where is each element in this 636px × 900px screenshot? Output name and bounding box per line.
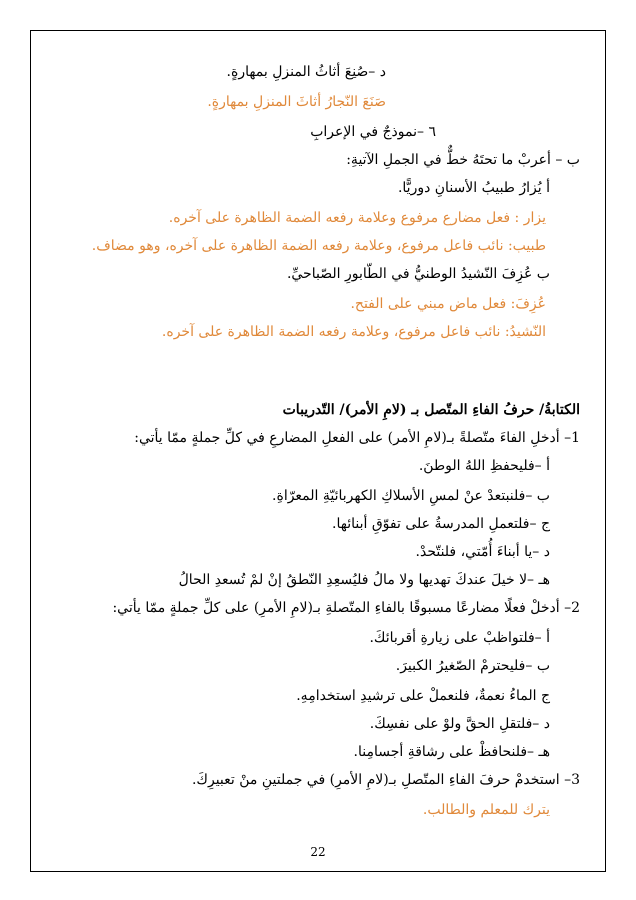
text-line: ب – أعربْ ما تحتَهُ خطٌّ في الجملِ الآتيةِ:: [346, 152, 580, 168]
text-line: يزار : فعل مضارع مرفوع وعلامة رفعه الضمة الظاهرة على آخره.: [168, 210, 546, 226]
text-line: هـ –لا خيلَ عندكَ تهديها ولا مالُ فليُسعِدِ النّطقُ إنْ لمْ تُسعدِ الحالُ: [178, 572, 550, 588]
text-line: د –صُنِعَ أثاثُ المنزلِ بمهارةٍ.: [226, 64, 386, 80]
text-line: 1– أدخلِ الفاءَ متّصلةً بـ(لامِ الأمر) على الفعلِ المضارعِ في كلِّ جملةٍ ممّا يأتي:: [134, 430, 580, 446]
page-number: 22: [310, 845, 326, 859]
text-line: 3– استخدمْ حرفَ الفاءِ المتّصلِ بـ(لامِ الأمرِ) في جملتينِ منْ تعبيرِكَ.: [191, 772, 580, 788]
text-line: صَنَعَ النّجارُ أثاثَ المنزلِ بمهارةٍ.: [207, 94, 386, 110]
text-line: ٦ –نموذجٌ في الإعرابِ: [310, 124, 436, 140]
text-line: طبيب: نائب فاعل مرفوع، وعلامة رفعه الضمة الظاهرة على آخره، وهو مضاف.: [91, 238, 546, 254]
text-line: 2– أدخلْ فعلًا مضارعًا مسبوقًا بالفاءِ المتّصلةِ بـ(لامِ الأمرِ) على كلِّ جملةٍ ممّا يأتي:: [112, 600, 580, 616]
text-line: الكتابةُ/ حرفُ الفاءِ المتّصل بـ (لامِ الأمر)/ التّدريبات: [282, 402, 580, 418]
text-line: ب –فلنبتعدْ عنْ لمسِ الأسلاكِ الكهربائيّةِ المعرّاةِ.: [272, 488, 550, 504]
text-line: ب –فليحترمْ الصّغيرُ الكبيرَ.: [395, 658, 550, 674]
text-line: هـ –فلنحافظْ على رشاقةِ أجسامِنا.: [353, 744, 550, 760]
text-line: أ –فليحفظِ اللهُ الوطنَ.: [418, 458, 550, 474]
text-line: ب عُزِفَ النّشيدُ الوطنيُّ في الطّابورِ الصّباحيِّ.: [286, 266, 550, 282]
text-line: عُزِفَ: فعل ماض مبني على الفتح.: [350, 296, 546, 312]
text-line: د –فلتقلِ الحقَّ ولوْ على نفسِكَ.: [369, 716, 550, 732]
text-line: النّشيدُ: نائب فاعل مرفوع، وعلامة رفعه الضمة الظاهرة على آخره.: [161, 324, 546, 340]
text-line: د –يا أبناءَ أُمّتي، فلنتّحدْ.: [415, 544, 550, 560]
text-line: أ يُزارُ طبيبُ الأسنانِ دوريًّا.: [397, 180, 550, 196]
text-line: ج الماءُ نعمةٌ، فلنعملْ على ترشيدِ استخدامِهِ.: [296, 688, 550, 704]
text-line: ج –فلتعملِ المدرسةُ على تفوّقِ أبنائها.: [332, 516, 550, 532]
text-line: أ –فلتواظبْ على زيارةِ أقربائكَ.: [369, 630, 550, 646]
text-line: يترك للمعلم والطالب.: [422, 802, 550, 818]
